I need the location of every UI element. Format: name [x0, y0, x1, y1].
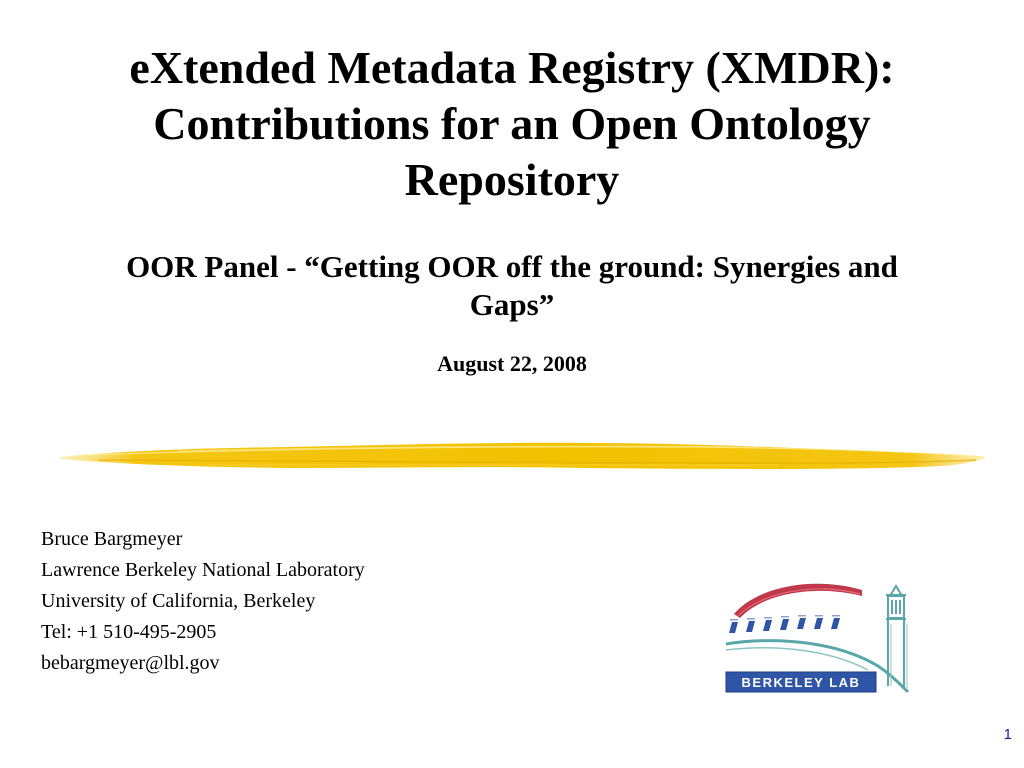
logo-text: BERKELEY LAB: [741, 675, 861, 690]
title-line-3: Repository: [404, 154, 620, 205]
contact-block: [41, 524, 365, 679]
title-line-1: eXtended Metadata Registry (XMDR):: [129, 42, 895, 93]
yellow-brush-stroke-divider: [58, 432, 988, 478]
page-number: 1: [1003, 726, 1012, 743]
presenter-university: University of California, Berkeley: [41, 590, 316, 612]
berkeley-lab-logo: [718, 566, 932, 698]
presentation-date: August 22, 2008: [437, 351, 587, 376]
presenter-email: bebargmeyer@lbl.gov: [41, 652, 220, 674]
slide-title: [0, 40, 1024, 208]
presenter-organization: Lawrence Berkeley National Laboratory: [41, 559, 365, 581]
title-line-2: Contributions for an Open Ontology: [153, 98, 871, 149]
presenter-phone: Tel: +1 510-495-2905: [41, 621, 217, 643]
presenter-name: Bruce Bargmeyer: [41, 528, 183, 550]
subtitle-line-2: Gaps”: [469, 287, 555, 322]
slide-subtitle: [0, 248, 1024, 324]
subtitle-line-1: OOR Panel - “Getting OOR off the ground: Synergies and: [126, 249, 898, 284]
